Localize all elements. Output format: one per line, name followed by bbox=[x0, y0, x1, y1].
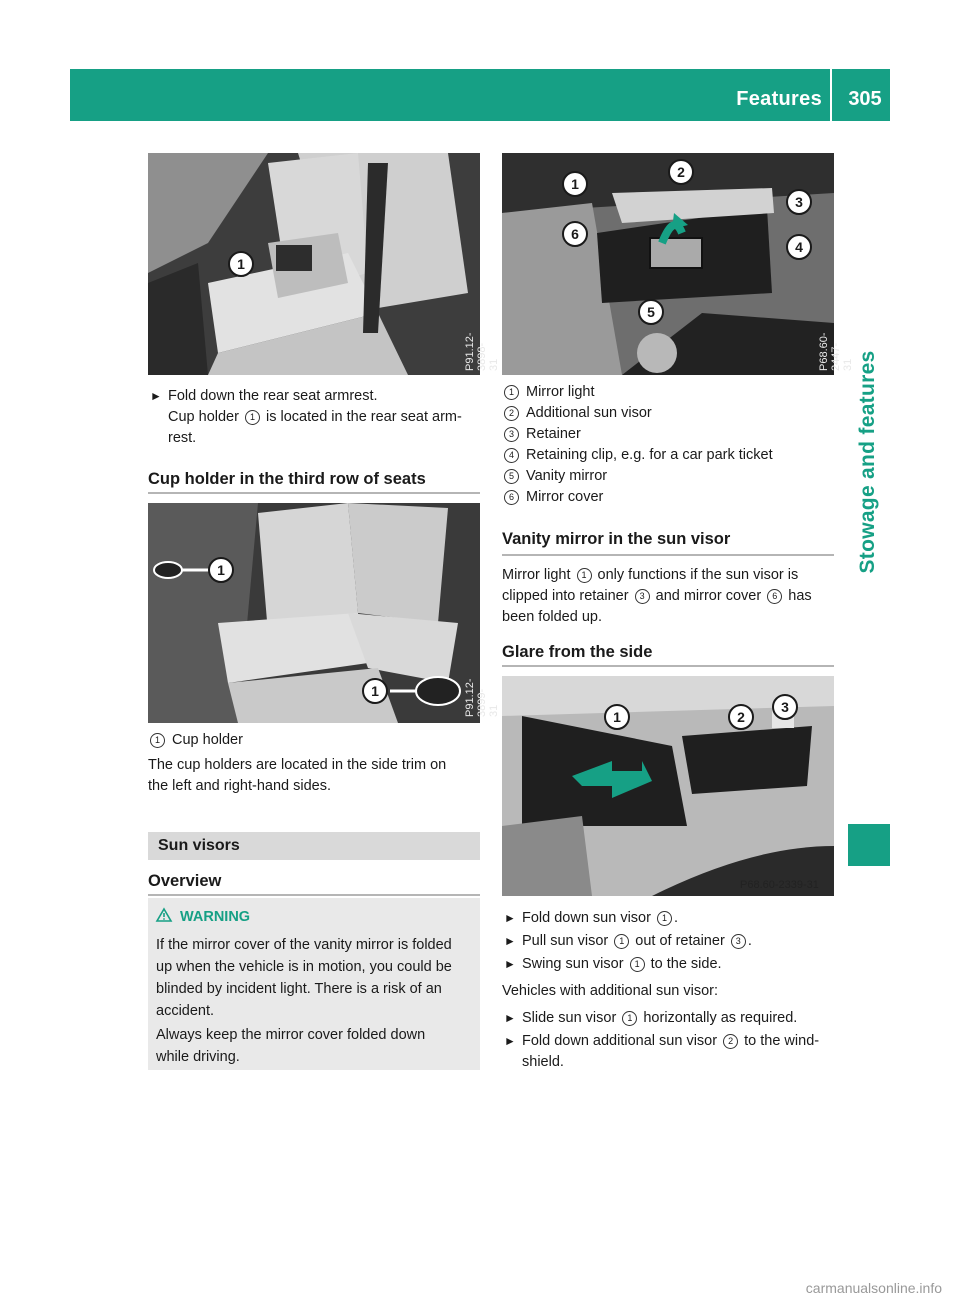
photo-rear-armrest bbox=[148, 153, 500, 375]
image-code: P91.12-3899-31 bbox=[464, 678, 500, 717]
heading-rule bbox=[502, 665, 834, 667]
warning-heading: WARNING bbox=[156, 908, 250, 925]
heading-rule bbox=[148, 894, 480, 896]
callout-2: 2 bbox=[668, 159, 694, 185]
third-row-illustration bbox=[148, 503, 480, 723]
heading-rule bbox=[502, 554, 834, 556]
step-slide-visor: ► Slide sun visor 1 horizontally as required. bbox=[502, 1008, 854, 1029]
step-swing-visor: ► Swing sun visor 1 to the side. bbox=[502, 954, 854, 975]
photo-vanity-mirror bbox=[502, 153, 854, 375]
step-arrow-icon: ► bbox=[504, 1034, 516, 1048]
warning-text-2: Always keep the mirror cover folded down while driving. bbox=[156, 1027, 426, 1065]
step-fold-down-visor: ► Fold down sun visor 1 . bbox=[502, 908, 854, 929]
step-fold-additional-visor: ► Fold down additional sun visor 2 to the wind- shield. bbox=[504, 1033, 820, 1070]
step-fold-armrest: ► Fold down the rear seat armrest. Cup holder 1 is located in the rear seat arm- rest. bbox=[150, 388, 462, 446]
paragraph-cup-holders: The cup holders are located in the side trim on the left and right-hand sides. bbox=[148, 757, 447, 794]
header-divider bbox=[830, 69, 832, 121]
callout-6: 6 bbox=[562, 221, 588, 247]
legend-item: 3 Retainer bbox=[502, 424, 858, 445]
heading-glare: Glare from the side bbox=[502, 643, 653, 661]
callout-ref: 1 bbox=[245, 410, 260, 425]
step-pull-visor: ► Pull sun visor 1 out of retainer 3 . bbox=[502, 931, 854, 952]
image-code: P68.60-2339-31 bbox=[740, 879, 819, 891]
callout-3: 3 bbox=[786, 189, 812, 215]
legend-item: 2 Additional sun visor bbox=[502, 403, 858, 424]
legend-item: 4 Retaining clip, e.g. for a car park ticket bbox=[502, 445, 858, 466]
image-code: P68.60-2447-31 bbox=[818, 332, 854, 371]
heading-third-row: Cup holder in the third row of seats bbox=[148, 470, 426, 488]
callout-ref: 1 bbox=[150, 733, 165, 748]
heading-overview: Overview bbox=[148, 872, 222, 890]
callout-1: 1 bbox=[228, 251, 254, 277]
callout-3: 3 bbox=[772, 694, 798, 720]
legend-item: 1 Mirror light bbox=[502, 382, 858, 403]
callout-1: 1 bbox=[562, 171, 588, 197]
photo-glare bbox=[502, 676, 834, 896]
warning-box bbox=[148, 898, 480, 1070]
step-arrow-icon: ► bbox=[504, 957, 516, 971]
step-arrow-icon: ► bbox=[504, 1011, 516, 1025]
legend-item: 6 Mirror cover bbox=[502, 487, 858, 508]
side-tab-label: Stowage and features bbox=[856, 350, 879, 574]
callout-4: 4 bbox=[786, 234, 812, 260]
footer-watermark[interactable]: carmanualsonline.info bbox=[805, 1280, 942, 1296]
warning-triangle-icon bbox=[156, 908, 172, 922]
rear-seat-illustration bbox=[148, 153, 480, 375]
legend-item: 5 Vanity mirror bbox=[502, 466, 858, 487]
page-header bbox=[70, 69, 890, 121]
paragraph-additional-visor: Vehicles with additional sun visor: bbox=[502, 983, 719, 999]
heading-vanity-mirror: Vanity mirror in the sun visor bbox=[502, 530, 731, 548]
warning-text-1: If the mirror cover of the vanity mirror is folded up when the vehicle is in motion, you could be blinded by incident light. There is a risk of an accident. bbox=[156, 937, 452, 1019]
section-title: Features bbox=[736, 88, 822, 110]
callout-1-top: 1 bbox=[208, 557, 234, 583]
heading-rule bbox=[148, 492, 480, 494]
paragraph-vanity: Mirror light 1 only functions if the sun visor is clipped into retainer 3 and mirror cover 6 has been folded up. bbox=[502, 567, 812, 625]
step-arrow-icon: ► bbox=[504, 911, 516, 925]
photo-third-row bbox=[148, 503, 500, 723]
callout-1: 1 bbox=[604, 704, 630, 730]
legend-cup-holder: 1 Cup holder bbox=[148, 730, 504, 751]
step-arrow-icon: ► bbox=[504, 934, 516, 948]
section-bar-sun-visors: Sun visors bbox=[148, 832, 480, 860]
sun-visor-illustration bbox=[502, 153, 834, 375]
callout-1-bottom: 1 bbox=[362, 678, 388, 704]
callout-5: 5 bbox=[638, 299, 664, 325]
page-number: 305 bbox=[848, 88, 882, 110]
callout-2: 2 bbox=[728, 704, 754, 730]
step-arrow-icon: ► bbox=[150, 389, 162, 403]
image-code: P91.12-3898-31 bbox=[464, 332, 500, 371]
side-tab-marker bbox=[848, 824, 890, 866]
